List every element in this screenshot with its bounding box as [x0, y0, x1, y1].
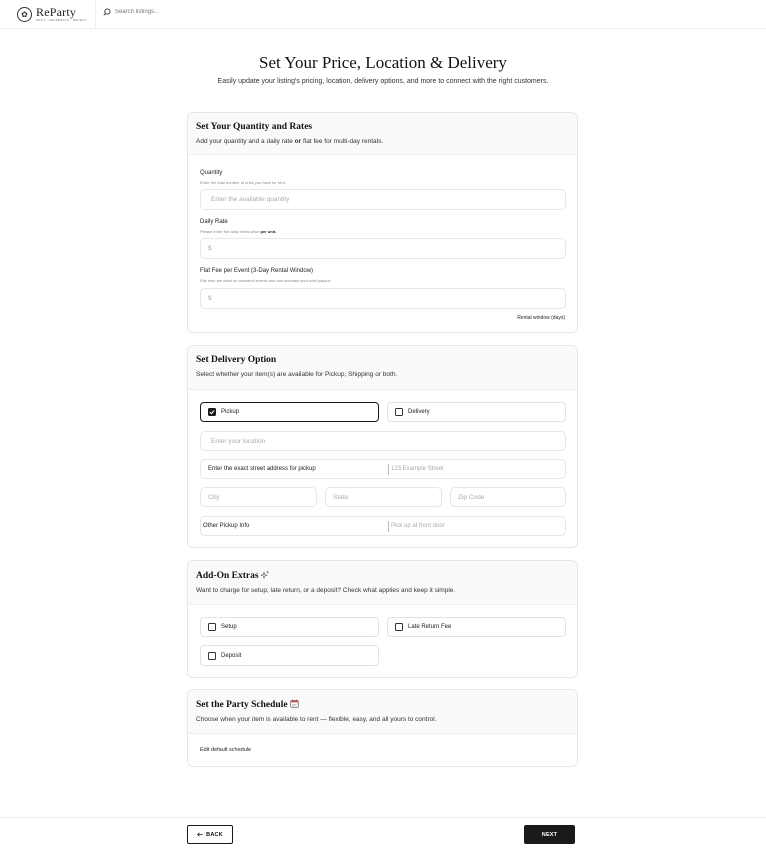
page-title: Set Your Price, Location & Delivery [259, 53, 507, 72]
edit-default-schedule-link[interactable]: Edit default schedule [200, 747, 252, 753]
delivery-label: Delivery [408, 409, 430, 415]
addons-card-header [188, 561, 577, 605]
search-input[interactable] [115, 9, 275, 15]
schedule-card-header [188, 690, 577, 734]
next-button[interactable] [524, 825, 575, 844]
flat-fee-hint: Flat fees are ideal for weekend events and can increase your total payout. [200, 278, 331, 283]
daily-rate-label: Daily Rate [200, 219, 228, 225]
city-input[interactable]: City [200, 487, 317, 507]
footer-divider [0, 817, 766, 818]
party-schedule-card [187, 689, 578, 767]
quantity-hint: Enter the total number of units you have for rent. [200, 180, 286, 185]
street-address-field[interactable] [200, 459, 566, 479]
pickup-checkbox[interactable] [208, 408, 216, 416]
header-divider [95, 0, 96, 29]
logo-mark-icon: ✿ [17, 7, 32, 22]
quantity-card-header [188, 113, 577, 155]
flat-fee-label: Flat Fee per Event (3-Day Rental Window) [200, 268, 314, 274]
setup-label: Setup [221, 624, 237, 630]
other-pickup-info-input[interactable]: Pick up at front door [388, 521, 445, 532]
zip-code-input[interactable]: Zip Code [450, 487, 566, 507]
addons-card-title: Add-On Extras [196, 570, 569, 581]
other-pickup-info-label: Other Pickup Info [203, 523, 250, 529]
logo-text: ReParty [36, 5, 77, 19]
delivery-option-card [187, 345, 578, 548]
quantity-card-desc: Add your quantity and a daily rate or flat fee for multi-day rentals. [196, 138, 384, 145]
daily-rate-hint: Please enter the daily rental price per unit. [200, 229, 277, 234]
delivery-card-title: Set Delivery Option [196, 355, 277, 365]
street-address-label: Enter the exact street address for pickup [208, 466, 316, 472]
delivery-card-desc: Select whether your item(s) are available for Pickup, Shipping or both. [196, 371, 398, 378]
back-button-label: BACK [206, 831, 223, 838]
street-address-input[interactable]: 123 Example Street [388, 464, 444, 475]
add-on-extras-card [187, 560, 578, 678]
late-return-fee-label: Late Return Fee [408, 624, 452, 630]
delivery-checkbox[interactable] [395, 408, 403, 416]
logo[interactable] [17, 7, 86, 22]
deposit-label: Deposit [221, 652, 242, 659]
delivery-card-header [188, 346, 577, 390]
pickup-option[interactable] [200, 402, 379, 422]
search-bar[interactable] [103, 8, 275, 16]
location-input[interactable]: Enter your location [200, 431, 566, 451]
deposit-option[interactable] [200, 645, 379, 666]
addons-card-desc: Want to charge for setup, late return, or a deposit? Check what applies and keep it simple. [196, 587, 456, 594]
daily-rate-input[interactable]: $ [200, 238, 566, 259]
other-pickup-info-field[interactable] [200, 516, 566, 536]
setup-checkbox[interactable] [208, 623, 216, 631]
late-return-fee-option[interactable] [387, 617, 566, 637]
late-return-fee-checkbox[interactable] [395, 623, 403, 631]
setup-option[interactable] [200, 617, 379, 637]
calendar-icon [290, 699, 299, 708]
quantity-label: Quantity [200, 170, 223, 176]
page-subtitle: Easily update your listing's pricing, location, delivery options, and more to connect with the right customers. [217, 78, 549, 85]
flat-fee-input[interactable]: $ [200, 288, 566, 309]
pickup-label: Pickup [221, 409, 240, 415]
search-icon [103, 8, 111, 16]
deposit-checkbox[interactable] [208, 652, 216, 660]
quantity-rates-card [187, 112, 578, 333]
arrow-left-icon [197, 832, 203, 837]
delivery-option[interactable] [387, 402, 566, 422]
schedule-card-title: Set the Party Schedule [196, 699, 569, 710]
checkmark-icon [209, 409, 215, 415]
state-input[interactable]: State [325, 487, 442, 507]
logo-tagline: RENT · CELEBRATE · REPEAT [36, 18, 87, 22]
sparkles-icon [261, 570, 270, 579]
next-button-label: NEXT [541, 831, 558, 838]
back-button[interactable] [187, 825, 233, 844]
quantity-card-title: Set Your Quantity and Rates [196, 122, 313, 132]
quantity-input[interactable]: Enter the available quantity [200, 189, 566, 210]
schedule-card-desc: Choose when your item is available to rent — flexible, easy, and all yours to control. [196, 716, 437, 723]
top-bar [0, 0, 766, 29]
rental-window-label[interactable]: Rental window (days) [517, 315, 565, 321]
